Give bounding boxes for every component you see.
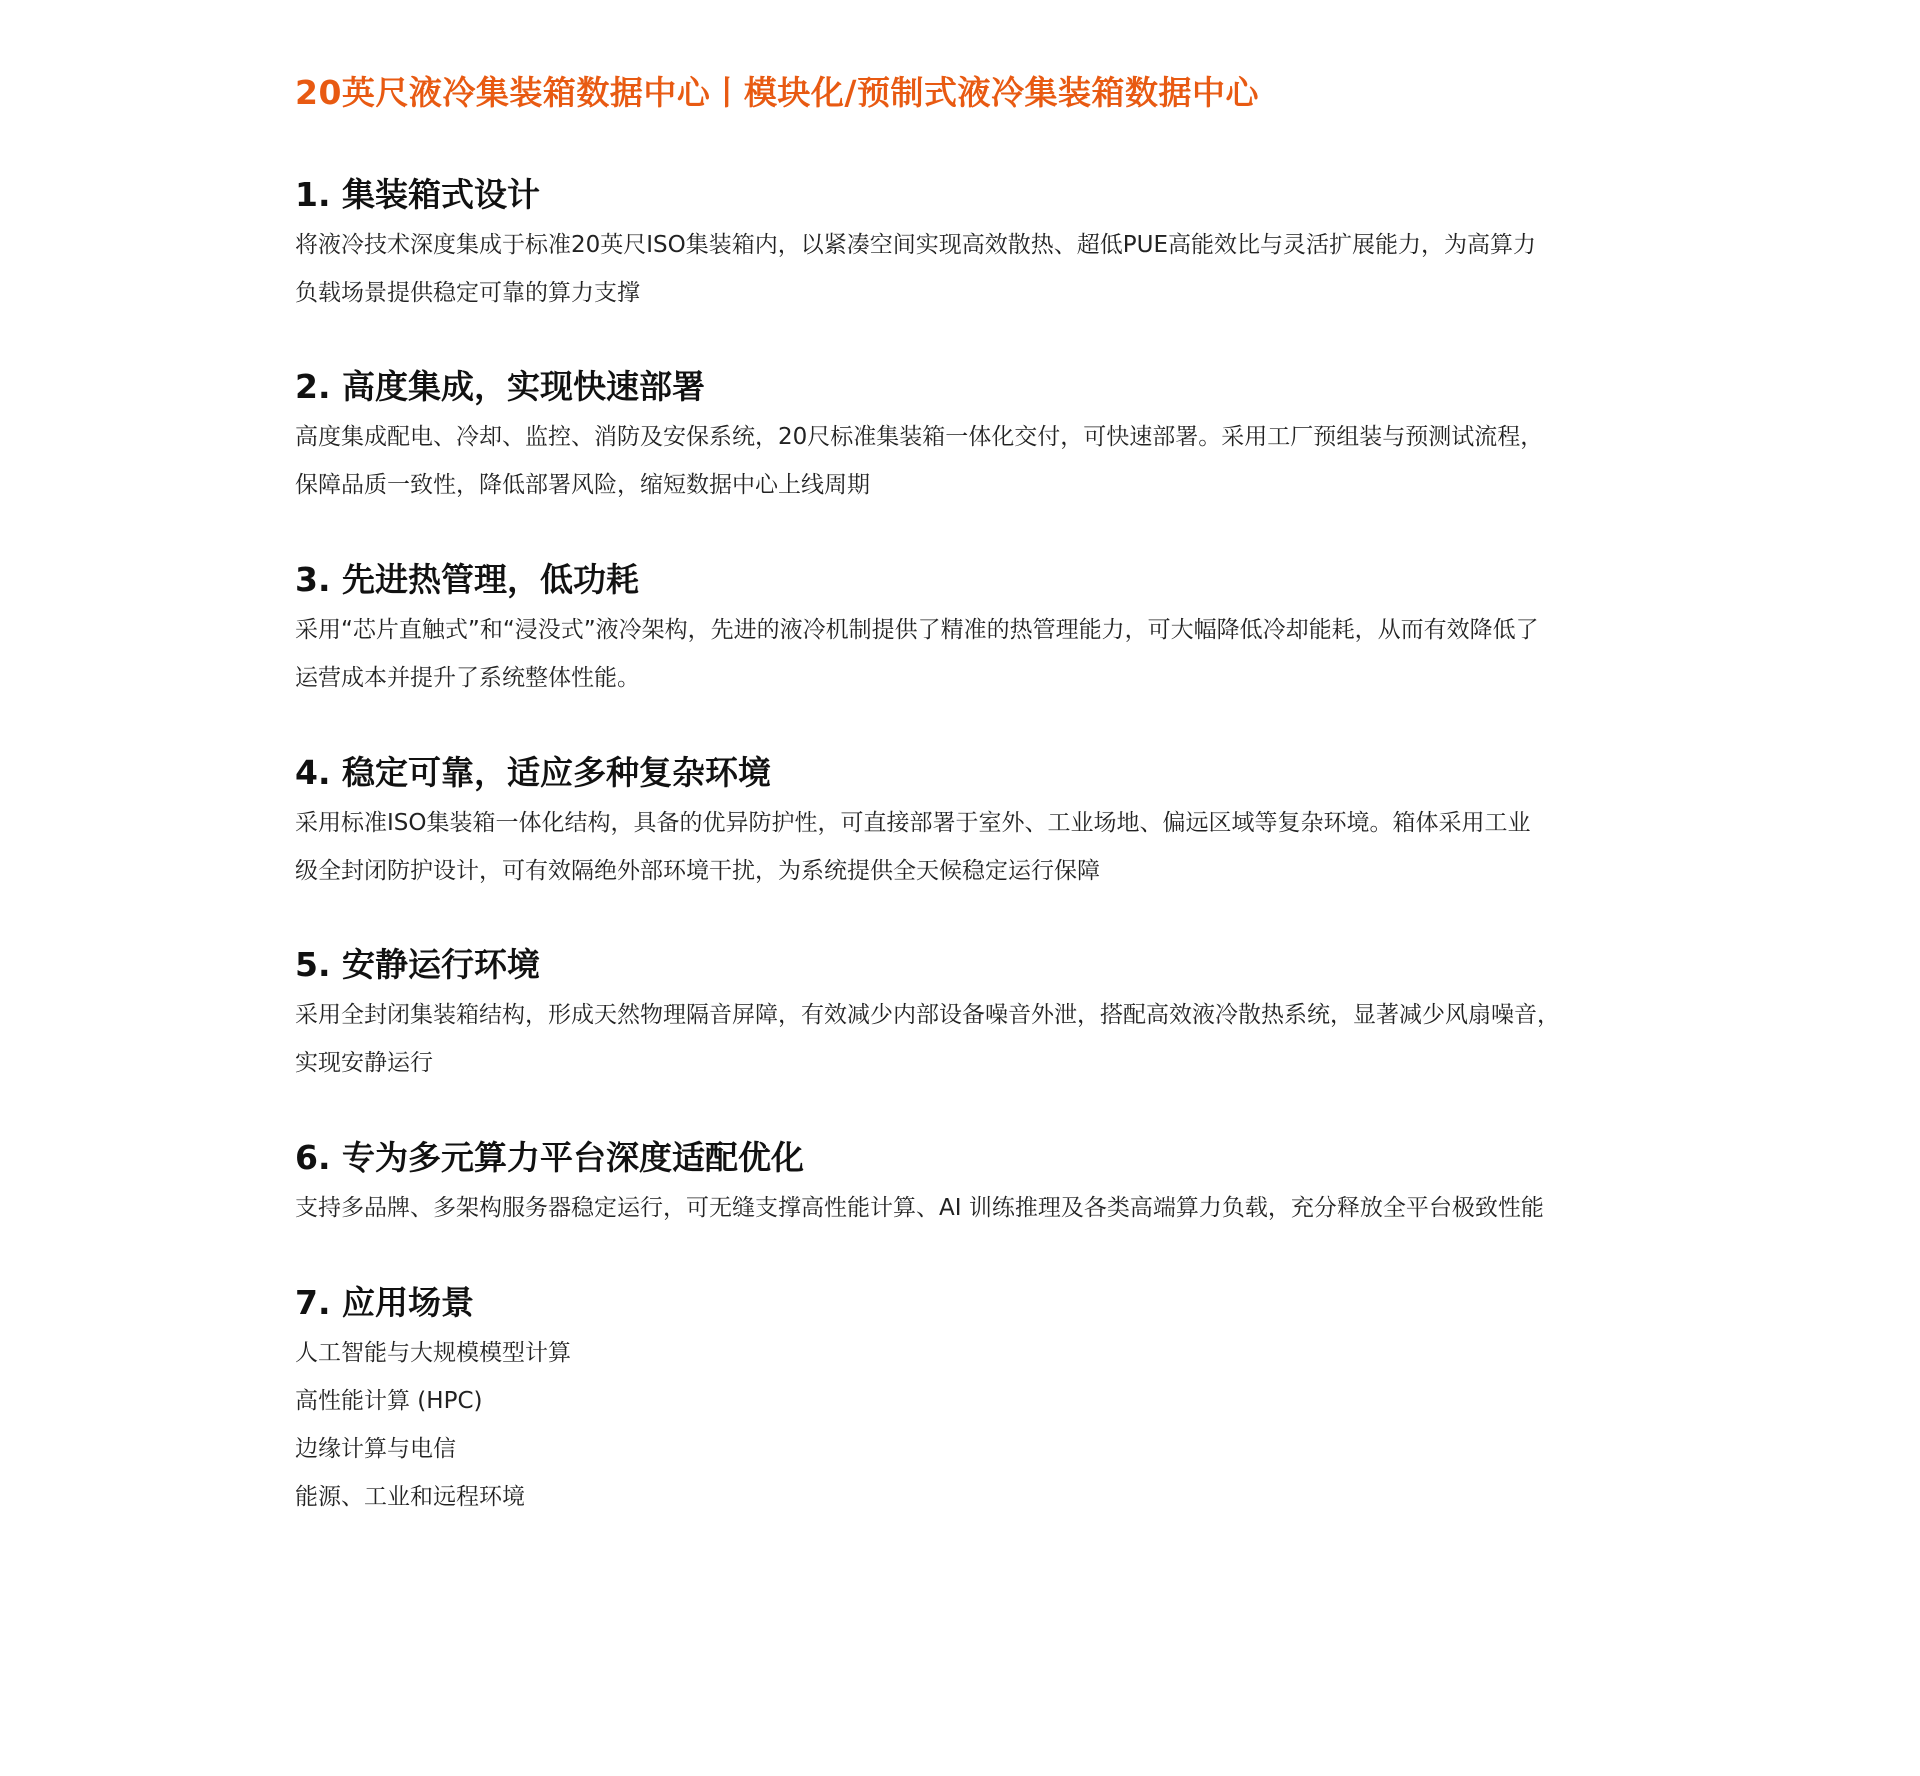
section-container-design — [295, 173, 1536, 317]
section-application-scenarios — [295, 1281, 571, 1521]
section-heading: 3. 先进热管理，低功耗 — [295, 560, 639, 599]
section-text-line: 级全封闭防护设计，可有效隔绝外部环境干扰，为系统提供全天候稳定运行保障 — [295, 858, 1100, 884]
section-text-line: 采用全封闭集装箱结构，形成天然物理隔音屏障，有效减少内部设备噪音外泄，搭配高效液冷散热系统，显著减少风扇噪音， — [295, 1002, 1560, 1028]
section-heading: 6. 专为多元算力平台深度适配优化 — [295, 1138, 804, 1177]
document-page — [295, 70, 1695, 1510]
section-rapid-deployment — [295, 365, 1543, 509]
section-heading: 2. 高度集成，实现快速部署 — [295, 367, 705, 406]
section-text-line: 将液冷技术深度集成于标准20英尺ISO集装箱内，以紧凑空间实现高效散热、超低PUE高能效比与灵活扩展能力，为高算力 — [295, 232, 1536, 258]
list-item: 人工智能与大规模模型计算 — [295, 1340, 571, 1366]
section-platform-optimization — [295, 1136, 1544, 1232]
section-reliability — [295, 751, 1531, 895]
list-item: 边缘计算与电信 — [295, 1436, 456, 1462]
section-heading: 4. 稳定可靠，适应多种复杂环境 — [295, 753, 771, 792]
section-quiet-operation — [295, 943, 1560, 1087]
section-thermal-management — [295, 558, 1539, 702]
section-text-line: 高度集成配电、冷却、监控、消防及安保系统，20尺标准集装箱一体化交付，可快速部署。采用工厂预组装与预测试流程， — [295, 424, 1544, 450]
page-title: 20英尺液冷集装箱数据中心丨模块化/预制式液冷集装箱数据中心 — [295, 73, 1259, 112]
list-item: 高性能计算 (HPC) — [295, 1388, 483, 1414]
section-text-line: 采用“芯片直触式”和“浸没式”液冷架构，先进的液冷机制提供了精准的热管理能力，可大幅降低冷却能耗，从而有效降低了 — [295, 617, 1539, 643]
section-text-line: 支持多品牌、多架构服务器稳定运行，可无缝支撑高性能计算、AI 训练推理及各类高端算力负载，充分释放全平台极致性能 — [295, 1195, 1544, 1221]
scenario-list — [295, 1329, 571, 1521]
section-text-line: 运营成本并提升了系统整体性能。 — [295, 665, 640, 691]
section-text-line: 采用标准ISO集装箱一体化结构，具备的优异防护性，可直接部署于室外、工业场地、偏远区域等复杂环境。箱体采用工业 — [295, 810, 1531, 836]
section-text-line: 保障品质一致性，降低部署风险，缩短数据中心上线周期 — [295, 472, 870, 498]
section-heading: 5. 安静运行环境 — [295, 945, 540, 984]
section-text-line: 实现安静运行 — [295, 1050, 433, 1076]
section-text-line: 负载场景提供稳定可靠的算力支撑 — [295, 280, 640, 306]
section-heading: 1. 集装箱式设计 — [295, 175, 540, 214]
section-heading: 7. 应用场景 — [295, 1283, 474, 1322]
list-item: 能源、工业和远程环境 — [295, 1484, 525, 1510]
